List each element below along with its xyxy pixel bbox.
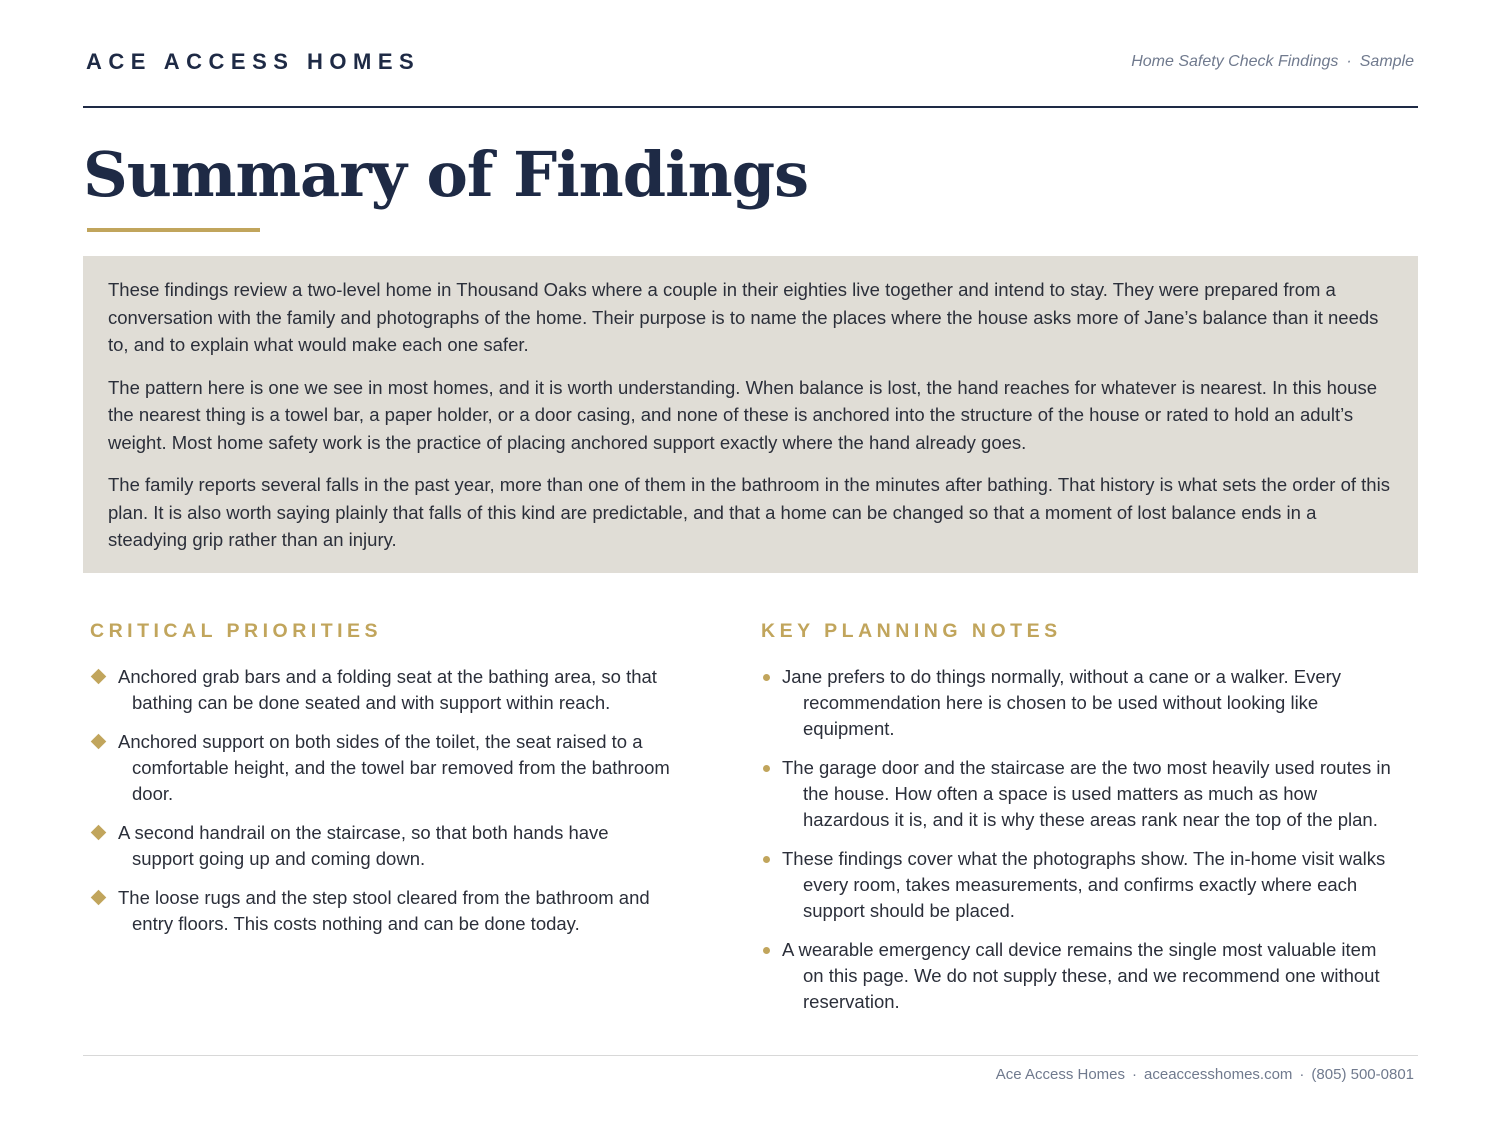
page-footer [996, 1066, 1414, 1083]
priority-item-text: Anchored grab bars and a folding seat at the bathing area, so that bathing can be done seated and with support within reach. [118, 666, 657, 713]
document-title: Home Safety Check Findings [1131, 53, 1339, 70]
footer-phone[interactable]: (805) 500-0801 [1311, 1066, 1414, 1083]
priority-item-text: The loose rugs and the step stool cleared from the bathroom and entry floors. This costs nothing and can be done today. [118, 887, 650, 934]
footer-company: Ace Access Homes [995, 1066, 1126, 1083]
diamond-bullet-icon [91, 669, 107, 685]
intro-box [83, 256, 1418, 573]
footer-website-link[interactable]: aceaccesshomes.com [1144, 1066, 1293, 1083]
note-item [761, 755, 1401, 833]
critical-priorities-section [90, 618, 670, 950]
note-item-text: Jane prefers to do things normally, without a cane or a walker. Every recommendation here is chosen to be used without looking like equipment. [782, 666, 1342, 739]
priority-item [90, 820, 670, 872]
planning-notes-section [761, 618, 1401, 1028]
diamond-bullet-icon [91, 825, 107, 841]
priority-item-text: A second handrail on the staircase, so that both hands have support going up and coming down. [118, 822, 609, 869]
priority-item-text: Anchored support on both sides of the toilet, the seat raised to a comfortable height, and the towel bar removed from the bathroom door. [118, 731, 670, 804]
planning-notes-list [761, 664, 1401, 1015]
page-title: Summary of Findings [83, 138, 808, 211]
diamond-bullet-icon [91, 890, 107, 906]
priority-item [90, 664, 670, 716]
critical-priorities-heading: CRITICAL PRIORITIES [90, 620, 383, 642]
note-item [761, 937, 1401, 1015]
priority-item [90, 885, 670, 937]
footer-separator: · [1132, 1066, 1138, 1083]
dot-bullet-icon [763, 947, 770, 954]
planning-notes-heading: KEY PLANNING NOTES [761, 620, 1062, 642]
title-underline [87, 228, 260, 232]
footer-divider [83, 1055, 1418, 1056]
intro-paragraph: The pattern here is one we see in most homes, and it is worth understanding. When balance is lost, the hand reaches for whatever is nearest. In this house the nearest thing is a towel bar, a paper holder, or a door casing, and none of these is anchored into the structure of the house or rated to hold an adult’s weight. Most home safety work is the practice of placing anchored support exactly where the hand already goes. [108, 376, 1377, 453]
page [83, 0, 1418, 1125]
note-item-text: A wearable emergency call device remains the single most valuable item on this page. We do not supply these, and we recommend one without reservation. [782, 939, 1380, 1012]
footer-separator: · [1299, 1066, 1305, 1083]
diamond-bullet-icon [91, 734, 107, 750]
dot-bullet-icon [763, 765, 770, 772]
critical-priorities-list [90, 664, 670, 937]
dot-bullet-icon [763, 856, 770, 863]
document-tag: Sample [1359, 53, 1414, 70]
page-header [83, 0, 1418, 108]
note-item [761, 664, 1401, 742]
brand-name: ACE ACCESS HOMES [86, 49, 421, 74]
note-item [761, 846, 1401, 924]
intro-paragraph: The family reports several falls in the past year, more than one of them in the bathroom in the minutes after bathing. That history is what sets the order of this plan. It is also worth saying plainly that falls of this kind are predictable, and that a home can be changed so that a moment of lost balance ends in a steadying grip rather than an injury. [108, 474, 1390, 550]
note-item-text: The garage door and the staircase are the two most heavily used routes in the house. How often a space is used matters as much as how hazardous it is, and it is why these areas rank near the top of the plan. [782, 757, 1391, 830]
header-meta [1131, 53, 1414, 71]
header-separator: · [1346, 53, 1352, 70]
dot-bullet-icon [763, 674, 770, 681]
priority-item [90, 729, 670, 807]
intro-paragraph: These findings review a two-level home in Thousand Oaks where a couple in their eighties live together and intend to stay. They were prepared from a conversation with the family and photographs of the home. Their purpose is to name the places where the house asks more of Jane’s balance than it needs to, and to explain what would make each one safer. [108, 279, 1379, 355]
note-item-text: These findings cover what the photographs show. The in-home visit walks every room, takes measurements, and confirms exactly where each support should be placed. [782, 848, 1386, 921]
